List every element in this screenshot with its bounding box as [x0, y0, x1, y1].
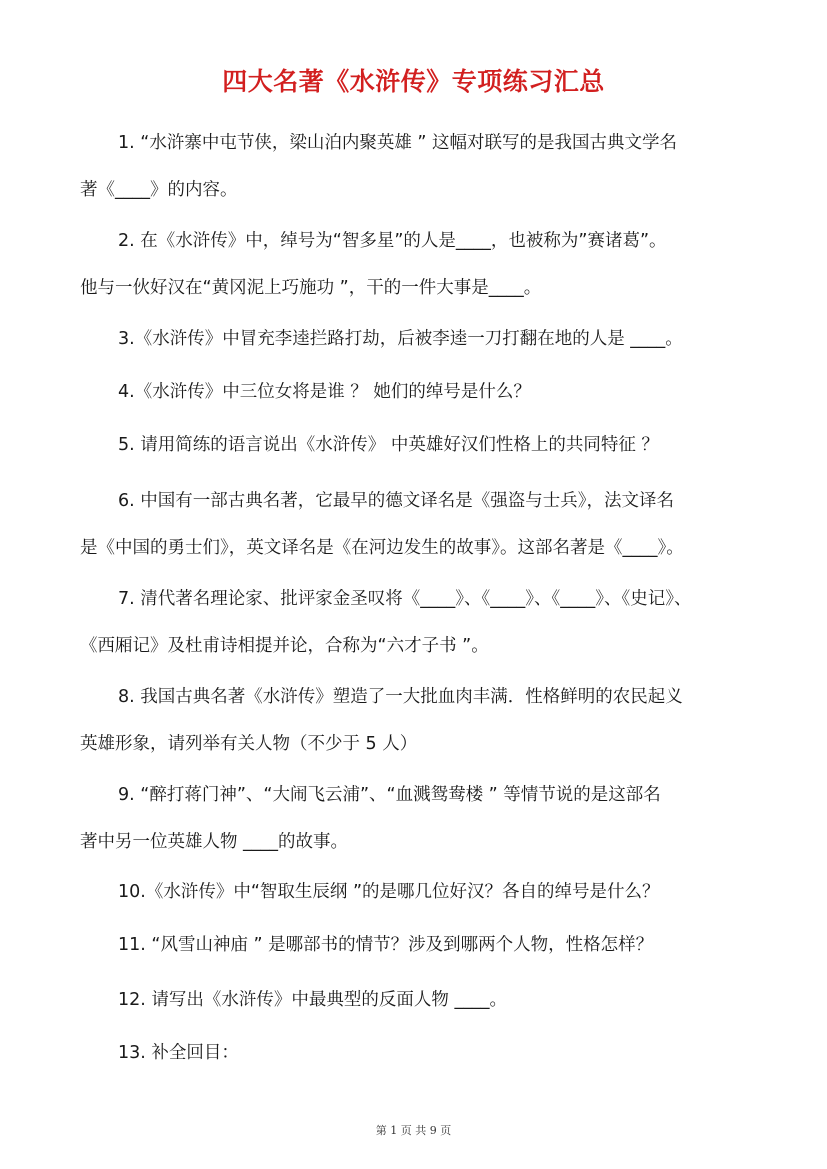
question-12 [80, 977, 760, 1024]
question-line: 是《中国的勇士们》，英文译名是《在河边发生的故事》。这部名著是《____》。 [80, 538, 684, 558]
question-line: 6. 中国有一部古典名著，它最早的德文译名是《强盗与士兵》，法文译名 [118, 491, 675, 511]
question-line: 著中另一位英雄人物 ____的故事。 [80, 832, 349, 852]
question-7 [80, 576, 760, 670]
question-line: 他与一伙好汉在“黄冈泥上巧施功 ”，干的一件大事是____。 [80, 278, 542, 298]
question-6 [80, 478, 760, 572]
question-13 [80, 1030, 760, 1077]
question-9 [80, 772, 760, 866]
question-line: 《西厢记》及杜甫诗相提并论，合称为“六才子书 ”。 [80, 636, 489, 656]
question-line: 2. 在《水浒传》中，绰号为“智多星”的人是____，也被称为”赛诸葛”。 [118, 231, 667, 251]
question-8 [80, 674, 760, 768]
question-line: 10.《水浒传》中“智取生辰纲 ”的是哪几位好汉？各自的绰号是什么？ [118, 882, 660, 902]
page-title: 四大名著《水浒传》专项练习汇总 [222, 67, 605, 96]
question-2 [80, 218, 760, 312]
question-4 [80, 369, 760, 416]
question-line: 12. 请写出《水浒传》中最典型的反面人物 ____。 [118, 990, 507, 1010]
question-line: 4.《水浒传》中三位女将是谁 ？ 她们的绰号是什么？ [118, 382, 531, 402]
question-line: 1. “水浒寨中屯节侠，梁山泊内聚英雄 ” 这幅对联写的是我国古典文学名 [118, 133, 678, 153]
question-line: 英雄形象，请列举有关人物（不少于 5 人） [80, 734, 418, 754]
question-3 [80, 316, 760, 363]
question-line: 著《____》的内容。 [80, 180, 238, 200]
question-11 [80, 922, 760, 969]
question-line: 5. 请用简练的语言说出《水浒传》 中英雄好汉们性格上的共同特征 ？ [118, 435, 659, 455]
question-line: 7. 清代著名理论家、批评家金圣叹将《____》、《____》、《____》、《史记》、 [118, 589, 692, 609]
question-1 [80, 120, 760, 214]
question-line: 9. “醉打蒋门神”、“大闹飞云浦”、“血溅鸳鸯楼 ” 等情节说的是这部名 [118, 785, 661, 805]
question-line: 11. “风雪山神庙 ” 是哪部书的情节？涉及到哪两个人物，性格怎样？ [118, 935, 654, 955]
question-line: 8. 我国古典名著《水浒传》塑造了一大批血肉丰满．性格鲜明的农民起义 [118, 687, 683, 707]
question-10 [80, 869, 760, 916]
question-line: 3.《水浒传》中冒充李逵拦路打劫，后被李逵一刀打翻在地的人是 ____。 [118, 329, 683, 349]
question-line: 13. 补全回目： [118, 1043, 239, 1063]
question-5 [80, 422, 760, 469]
page-footer: 第 1 页 共 9 页 [375, 1124, 452, 1137]
